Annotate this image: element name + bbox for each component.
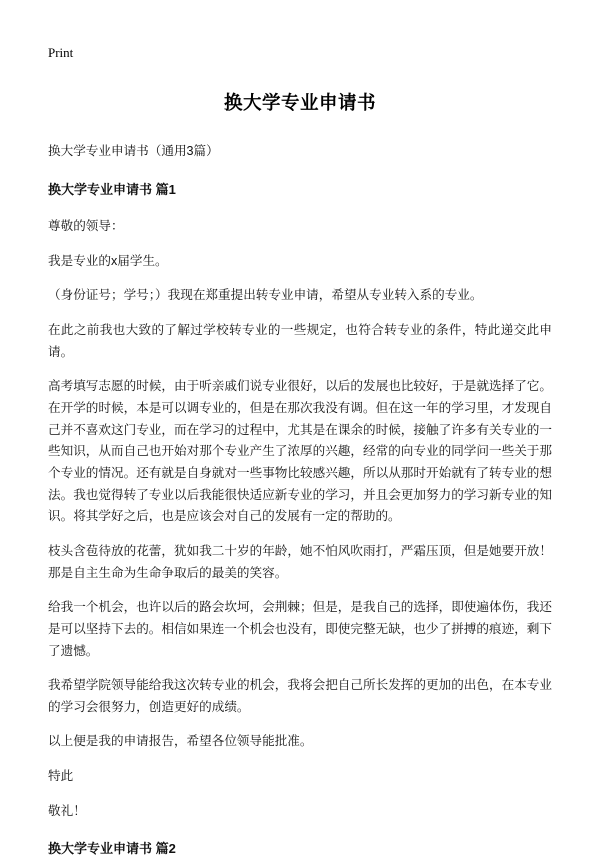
document-body (48, 141, 552, 861)
body-paragraph: 以上便是我的申请报告，希望各位领导能批准。 (48, 734, 313, 749)
body-paragraph: 敬礼！ (48, 803, 86, 818)
body-paragraph: 换大学专业申请书（通用3篇） (48, 144, 219, 158)
print-link[interactable]: Print (48, 45, 74, 60)
body-paragraph: 枝头含苞待放的花蕾，犹如我二十岁的年龄，她不怕风吹雨打，严霜压顶，但是她要开放！那是自主生命为生命争取后的最美的笑容。 (48, 543, 552, 580)
body-paragraph: 尊敬的领导： (48, 219, 124, 234)
body-paragraph: （身份证号；学号；）我现在郑重提出转专业申请，希望从专业转入系的专业。 (48, 288, 483, 303)
body-paragraph: 高考填写志愿的时候，由于听亲戚们说专业很好，以后的发展也比较好，于是就选择了它。在开学的时候，本是可以调专业的，但是在那次我没有调。但在这一年的学习里，才发现自己并不喜欢这门专业，而在学习的过程中，尤其是在课余的时候，接触了许多有关专业的一些知识，从而自己也开始对那个专业产生了浓厚的兴趣，经常的向专业的同学问一些关于那个专业的情况。还有就是自身就对一些事物比较感兴趣，所以从那时开始就有了转专业的想法。我也觉得转了专业以后我能很快适应新专业的学习，并且会更加努力的学习新专业的知识。将其学好之后，也是应该会对自己的发展有一定的帮助的。 (48, 379, 552, 524)
section-heading: 换大学专业申请书 篇1 (48, 181, 176, 197)
section-heading: 换大学专业申请书 篇2 (48, 841, 176, 857)
body-paragraph: 在此之前我也大致的了解过学校转专业的一些规定，也符合转专业的条件，特此递交此申请。 (48, 322, 552, 359)
body-paragraph: 特此 (48, 769, 74, 784)
body-paragraph: 给我一个机会，也许以后的路会坎坷，会荆棘；但是，是我自己的选择，即使遍体伤，我还是可以坚持下去的。相信如果连一个机会也没有，即使完整无缺，也少了拼搏的痕迹，剩下了遗憾。 (48, 600, 552, 658)
body-paragraph: 我是专业的x届学生。 (48, 253, 168, 268)
body-paragraph: 我希望学院领导能给我这次转专业的机会，我将会把自己所长发挥的更加的出色，在本专业的学习会很努力，创造更好的成绩。 (48, 678, 552, 714)
page-title: 换大学专业申请书 (223, 92, 376, 113)
